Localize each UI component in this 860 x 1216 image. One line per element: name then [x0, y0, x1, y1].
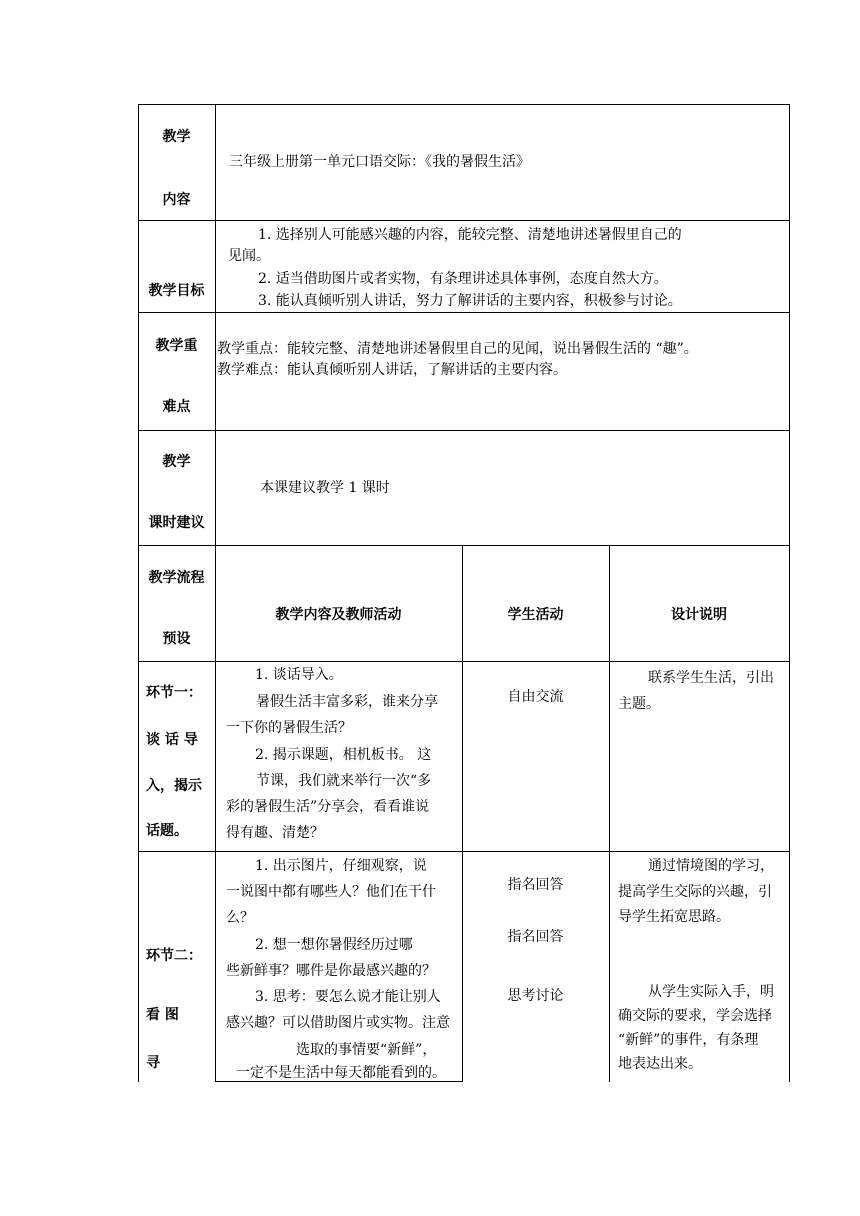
section2-design-b-line2: 确交际的要求，学会选择 — [618, 1008, 772, 1024]
section2-teacher-line2: 一说图中都有哪些人？他们在干什 — [226, 884, 436, 900]
section1-teacher-line4: 2. 揭示课题，相机板书。 这 — [255, 747, 432, 763]
hours-label-line1: 教学 — [162, 454, 191, 470]
col-header-student: 学生活动 — [507, 607, 564, 623]
design-column-left — [609, 545, 610, 1082]
section2-teacher-line6: 3. 思考：要怎么说才能让别人 — [255, 989, 441, 1005]
keypoints-label-line2: 难点 — [162, 399, 191, 415]
row-divider-1 — [138, 220, 789, 221]
row-divider-5 — [138, 661, 789, 662]
goal-line-3: 2. 适当借助图片或者实物，有条理讲述具体事例，态度自然大方。 — [258, 271, 668, 287]
table-border-left — [138, 104, 139, 1082]
row-divider-6 — [138, 851, 789, 852]
section2-design-b-line1: 从学生实际入手，明 — [648, 984, 774, 1000]
section2-design-a-line1: 通过情境图的学习， — [648, 858, 774, 874]
section2-teacher-line3: 么？ — [226, 910, 254, 926]
section2-student-activity-3: 思考讨论 — [507, 988, 564, 1004]
content-text: 三年级上册第一单元口语交际：《我的暑假生活》 — [229, 154, 530, 170]
row-divider-4 — [138, 545, 789, 546]
section1-label-line4: 话题。 — [146, 823, 188, 839]
key-point-text: 教学重点：能较完整、清楚地讲述暑假里自己的见闻，说出暑假生活的 “趣”。 — [217, 341, 698, 357]
goals-label: 教学目标 — [148, 283, 205, 299]
section1-label-line1: 环节一： — [146, 685, 202, 701]
section1-student-activity: 自由交流 — [507, 689, 564, 705]
row-divider-2 — [138, 312, 789, 313]
section2-teacher-line5: 些新鲜事？哪件是你最感兴趣的？ — [226, 963, 436, 979]
section2-design-a-line2: 提高学生交际的兴趣，引 — [618, 884, 772, 900]
section2-label-line1: 环节二： — [146, 948, 202, 964]
section2-teacher-line1: 1. 出示图片，仔细观察，说 — [255, 858, 427, 874]
content-label-line1: 教学 — [162, 129, 191, 145]
col-header-design: 设计说明 — [671, 607, 727, 623]
col-header-teacher: 教学内容及教师活动 — [275, 607, 402, 623]
table-border-top — [138, 104, 789, 105]
table-border-right — [789, 104, 790, 1082]
row-divider-3 — [138, 430, 789, 431]
section1-teacher-line7: 得有趣、清楚？ — [226, 825, 324, 841]
content-label-line2: 内容 — [162, 192, 191, 208]
section2-design-a-line3: 导学生拓宽思路。 — [618, 909, 730, 925]
difficult-point-text: 教学难点：能认真倾听别人讲话，了解讲话的主要内容。 — [217, 362, 567, 378]
section1-label-line2: 谈 话 导 — [146, 732, 198, 748]
section2-teacher-line9: 一定不是生活中每天都能看到的。 — [236, 1065, 446, 1081]
section2-teacher-line8: 选取的事情要“新鲜”， — [296, 1042, 437, 1058]
section1-teacher-line6: 彩的暑假生活”分享会，看看谁说 — [226, 799, 430, 815]
section1-design-line2: 主题。 — [618, 696, 660, 712]
flow-label-line2: 预设 — [162, 631, 191, 647]
section1-teacher-line2: 暑假生活丰富多彩，谁来分享 — [256, 694, 438, 710]
hours-label-line2: 课时建议 — [148, 515, 205, 531]
section2-design-b-line4: 地表达出来。 — [618, 1056, 702, 1072]
hours-text: 本课建议教学 1 课时 — [260, 480, 390, 496]
flow-label-line1: 教学流程 — [148, 570, 205, 586]
section2-student-activity-2: 指名回答 — [507, 929, 564, 945]
section1-design-line1: 联系学生生活，引出 — [648, 670, 774, 686]
section2-label-line3: 寻 — [146, 1055, 160, 1071]
section2-teacher-line7: 感兴趣？可以借助图片或实物。注意 — [226, 1015, 450, 1031]
label-column-divider — [215, 104, 216, 1082]
goal-line-2: 见闻。 — [228, 248, 270, 264]
section1-label-line3: 入，揭示 — [146, 778, 202, 794]
section2-teacher-line4: 2. 想一想你暑假经历过哪 — [255, 937, 413, 953]
section2-label-line2: 看 图 — [146, 1007, 179, 1023]
keypoints-label-line1: 教学重 — [155, 338, 198, 354]
section1-teacher-line1: 1. 谈话导入。 — [255, 667, 343, 683]
goal-line-1: 1. 选择别人可能感兴趣的内容，能较完整、清楚地讲述暑假里自己的 — [258, 227, 682, 243]
section2-student-activity-1: 指名回答 — [507, 877, 564, 893]
section2-design-b-line3: “新鲜”的事件，有条理 — [618, 1032, 759, 1048]
goal-line-4: 3. 能认真倾听别人讲话，努力了解讲话的主要内容，积极参与讨论。 — [258, 293, 682, 309]
section1-teacher-line5: 节课，我们就来举行一次“多 — [256, 773, 432, 789]
section1-teacher-line3: 一下你的暑假生活？ — [226, 720, 352, 736]
